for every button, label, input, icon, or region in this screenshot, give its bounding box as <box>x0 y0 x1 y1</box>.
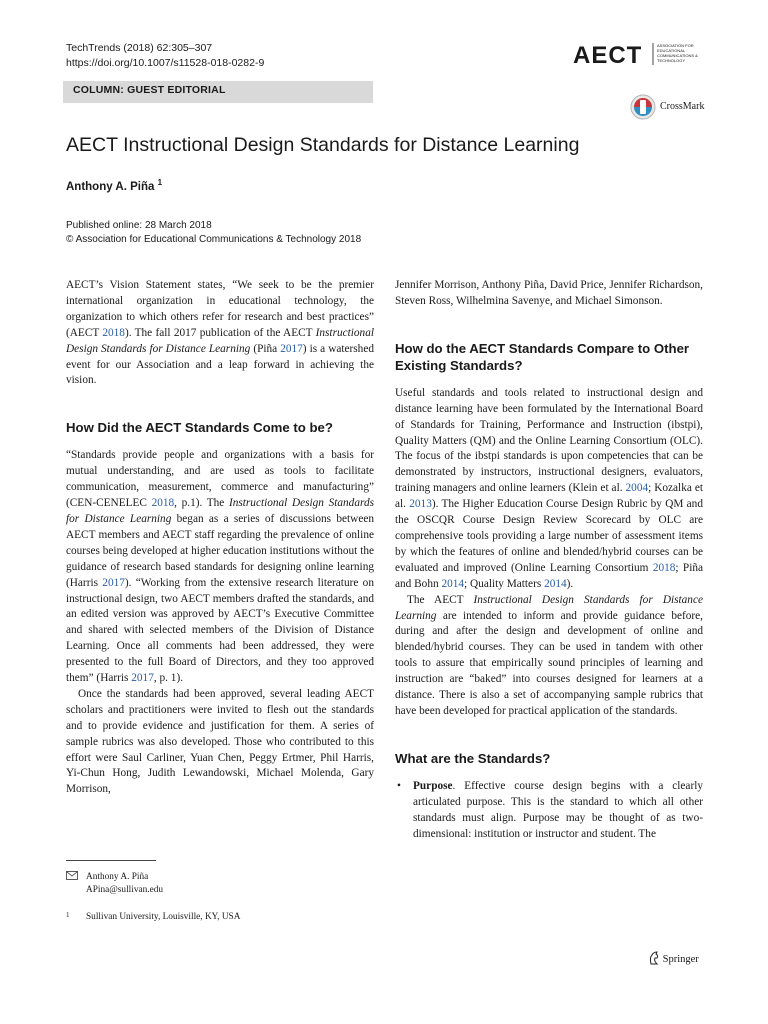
publication-info <box>66 219 361 247</box>
published-date: Published online: 28 March 2018 <box>66 220 212 231</box>
origin-paragraph: “Standards provide people and organizations with a basis for mutual understanding, and are used as tools to facilitate communication, measurement, commerce and manufacturing” (CEN-CENELEC 2018, p.1). The Instructional Design Standards for Distance Learning began as a series of discussions between AECT members and AECT staff regarding the prevalence of online courses being developed at higher education institutions without the guidance of research based standards for designing online learning (Harris 2017). “Working from the extensive research literature on instructional design, two AECT members drafted the standards, and an edited version was approved by AECT’s Executive Committee and shared with selected members of the Division of Distance Learning. Once all comments had been addressed, they were presented to the full Board of Directors, and they too approved them” (Harris 2017, p. 1). <box>66 449 374 685</box>
column-label: COLUMN: GUEST EDITORIAL <box>73 84 226 96</box>
section-heading-origin: How Did the AECT Standards Come to be? <box>66 420 333 436</box>
citation-link[interactable]: 2018 <box>102 326 125 339</box>
springer-horse-icon <box>648 951 660 968</box>
column-banner <box>63 81 373 103</box>
article-title: AECT Instructional Design Standards for Distance Learning <box>66 134 580 156</box>
envelope-icon <box>66 871 78 885</box>
intro-paragraph: AECT’s Vision Statement states, “We seek to be the premier international organization in educational technology, the organization to which others refer for research and best practices” (AECT 2018). The fall 2017 publication of the AECT Instructional Design Standards for Distance Learning (Piña 2017) is a watershed event for our Association and a leap forward in achieving the vision. <box>66 279 374 387</box>
citation-link[interactable]: 2004 <box>625 482 649 495</box>
citation-link[interactable]: 2018 <box>151 497 175 510</box>
journal-citation <box>66 41 264 71</box>
contributors-paragraph: Once the standards had been approved, several leading AECT scholars and practitioners were invited to flesh out the standards and to provide evidence and justification for them. A series of sample rubrics was also developed. Those who contributed to this effort were Saul Carliner, Yuan Chen, Peggy Ertmer, Phil Harris, Yi-Chun Hong, Judith Lewandowski, Michael Molenda, Gary Morrison, <box>66 687 374 796</box>
affiliation-number: 1 <box>66 911 70 919</box>
footnote-affiliation <box>66 911 366 925</box>
citation-link[interactable]: 2014 <box>441 577 465 590</box>
affiliation-text: Sullivan University, Louisville, KY, USA <box>86 912 241 922</box>
contributors-continued: Jennifer Morrison, Anthony Piña, David Price, Jennifer Richardson, Steven Ross, Wilhelmina Savenye, and Michael Simonson. <box>395 279 703 307</box>
right-column <box>395 278 703 842</box>
citation-link[interactable]: 2013 <box>409 498 432 511</box>
logo-subtext-4: TECHNOLOGY <box>657 58 686 63</box>
journal-line: TechTrends (2018) 62:305–307 <box>66 42 213 54</box>
bullet-term: Purpose <box>413 779 453 792</box>
footnote-correspondence <box>66 871 366 899</box>
compare-paragraph: Useful standards and tools related to instructional design and distance learning have been formulated by the International Board of Standards for Training, Performance and Instruction (ibstpi), Quality Matters (QM) and the Online Learning Consortium (OLC). The focus of the ibstpi standards is upon competencies that can be demonstrated by instructors, instructional designers, evaluators, training managers and online learners (Klein et al. 2004; Kozalka et al. 2013). The Higher Education Course Design Rubric by QM and the OSCQR Course Design Review Scorecard by OLC are comprehensive tools providing a large number of assessment items by which the features of online and blended/hybrid courses can be evaluated and improved (Online Learning Consortium 2018; Piña and Bohn 2014; Quality Matters 2014). <box>395 386 704 590</box>
crossmark-icon <box>630 94 656 120</box>
crossmark-badge[interactable] <box>630 94 730 122</box>
author-line <box>66 178 162 193</box>
crossmark-label: CrossMark <box>660 101 705 112</box>
logo-subtext-1: ASSOCIATION FOR <box>657 43 694 48</box>
citation-link[interactable]: 2017 <box>131 672 154 685</box>
intent-paragraph: The AECT Instructional Design Standards for Distance Learning are intended to inform and provide guidance before, during and after the design and development of online and blended/hybrid courses. They can be used in tandem with other tools to assure that empirically sound principles of learning and instruction are “baked” into courses designed for learners at a distance. There is also a set of accompanying sample rubrics that have been developed for practical application of the standards. <box>395 593 703 717</box>
correspondence-email[interactable]: APina@sullivan.edu <box>86 885 163 895</box>
doi-link[interactable]: https://doi.org/10.1007/s11528-018-0282-9 <box>66 57 265 69</box>
citation-link[interactable]: 2014 <box>544 577 567 590</box>
standards-title: Instructional Design Standards for Distance Learning <box>395 593 703 622</box>
bullet-purpose: • Purpose. Effective course design begins with a clearly articulated purpose. This is the standard to which all other standards must align. Purpose may be thought of as two-dimensional: institution or instructor and student. The <box>397 779 703 840</box>
aect-logo <box>573 41 703 67</box>
standards-title: Instructional Design Standards for Distance Learning <box>66 326 374 355</box>
standards-title: Instructional Design Standards for Distance Learning <box>66 497 374 525</box>
author-name[interactable]: Anthony A. Piña <box>66 180 155 193</box>
logo-subtext-3: COMMUNICATIONS & <box>657 53 698 58</box>
footnote-divider <box>66 860 156 861</box>
springer-wordmark: Springer <box>662 953 699 965</box>
bullet-dot: • <box>397 779 401 792</box>
correspondence-name: Anthony A. Piña <box>86 872 149 882</box>
author-affiliation-mark: 1 <box>157 178 163 187</box>
springer-logo <box>648 951 699 968</box>
citation-link[interactable]: 2017 <box>102 576 125 589</box>
logo-subtext-2: EDUCATIONAL <box>657 48 686 53</box>
section-heading-compare: How do the AECT Standards Compare to Other Existing Standards? <box>395 340 690 373</box>
citation-link[interactable]: 2017 <box>280 342 303 355</box>
logo-wordmark: AECT <box>573 42 643 67</box>
section-heading-standards: What are the Standards? <box>395 750 551 766</box>
citation-link[interactable]: 2018 <box>652 561 676 574</box>
left-column <box>66 278 374 798</box>
copyright-line: © Association for Educational Communications & Technology 2018 <box>66 234 362 245</box>
